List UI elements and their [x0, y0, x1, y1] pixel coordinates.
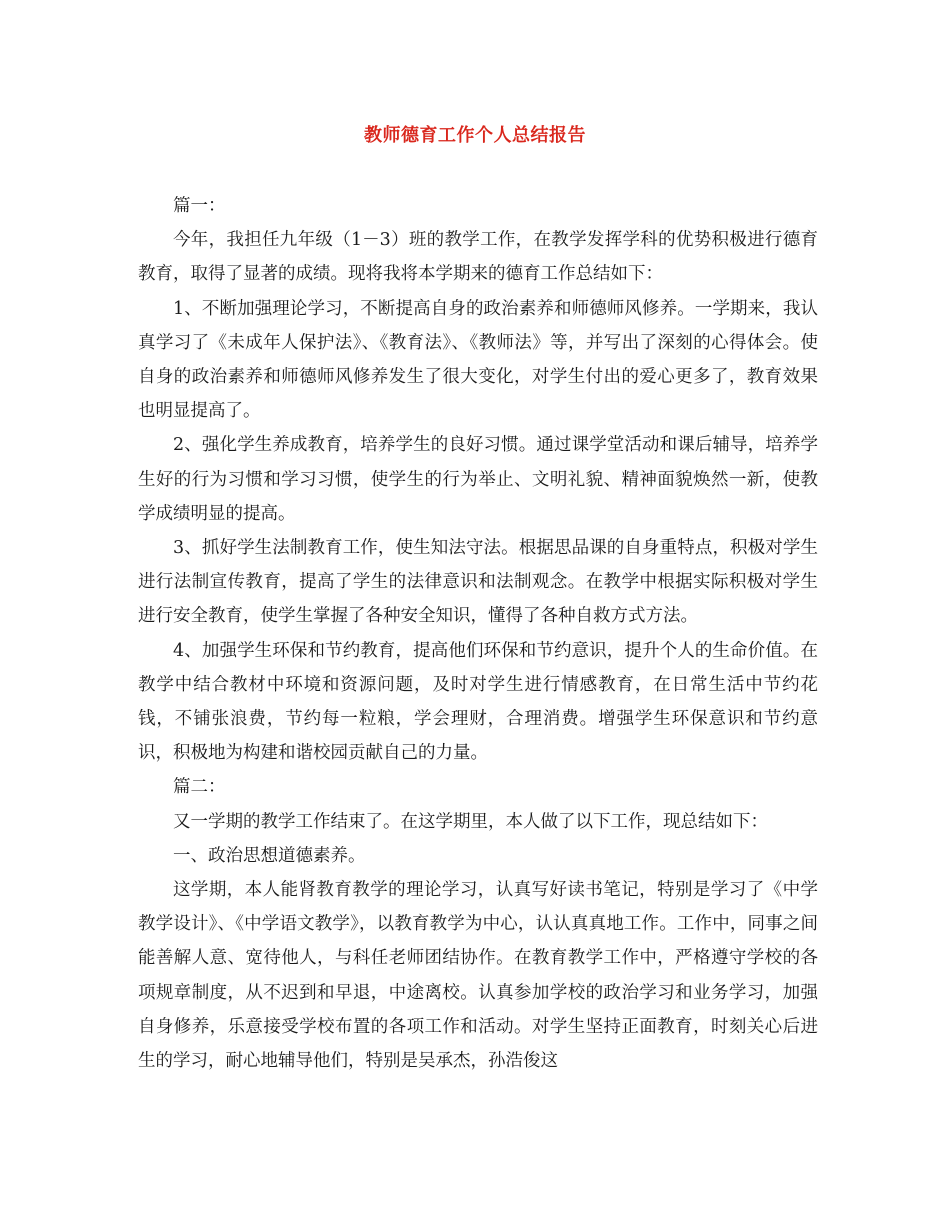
part-two-intro-paragraph: 又一学期的教学工作结束了。在这学期里，本人做了以下工作，现总结如下：	[173, 811, 768, 832]
section-heading-part-two: 篇二：	[173, 777, 226, 798]
point-4-paragraph: 4、加强学生环保和节约教育，提高他们环保和节约意识，提升个人的生命价值。在教学中结合教材中环境和资源问题，及时对学生进行情感教育，在日常生活中节约花钱，不铺张浪费，节约每一粒粮，学会理财，合理消费。增强学生环保意识和节约意识，积极地为构建和谐校园贡献自己的力量。	[138, 640, 818, 764]
section-heading-part-one: 篇一：	[173, 196, 226, 216]
intro-paragraph: 今年，我担任九年级（1－3）班的教学工作，在教学发挥学科的优势积极进行德育教育，取得了显著的成绩。现将我将本学期来的德育工作总结如下：	[138, 230, 818, 285]
document-title: 教师德育工作个人总结报告	[364, 125, 586, 146]
point-1-paragraph: 1、不断加强理论学习，不断提高自身的政治素养和师德师风修养。一学期来，我认真学习了《未成年人保护法》、《教育法》、《教师法》等，并写出了深刻的心得体会。使自身的政治素养和师德师风修养发生了很大变化，对学生付出的爱心更多了，教育效果也明显提高了。	[138, 298, 818, 422]
point-3-paragraph: 3、抓好学生法制教育工作，使生知法守法。根据思品课的自身重特点，积极对学生进行法制宣传教育，提高了学生的法律意识和法制观念。在教学中根据实际积极对学生进行安全教育，使学生掌握了各种安全知识，懂得了各种自救方式方法。	[138, 538, 818, 627]
political-morality-paragraph: 这学期，本人能肾教育教学的理论学习，认真写好读书笔记，特别是学习了《中学教学设计》、《中学语文教学》，以教育教学为中心，认认真真地工作。工作中，同事之间能善解人意、宽待他人，与科任老师团结协作。在教育教学工作中，严格遵守学校的各项规章制度，从不迟到和早退，中途离校。认真参加学校的政治学习和业务学习，加强自身修养，乐意接受学校布置的各项工作和活动。对学生坚持正面教育，时刻关心后进生的学习，耐心地辅导他们，特别是吴承杰，孙浩俊这	[138, 880, 818, 1072]
subheading-political-morality: 一、政治思想道德素养。	[173, 845, 366, 866]
point-2-paragraph: 2、强化学生养成教育，培养学生的良好习惯。通过课学堂活动和课后辅导，培养学生好的行为习惯和学习习惯，使学生的行为举止、文明礼貌、精神面貌焕然一新，使教学成绩明显的提高。	[138, 435, 818, 524]
document-body	[138, 189, 818, 1078]
